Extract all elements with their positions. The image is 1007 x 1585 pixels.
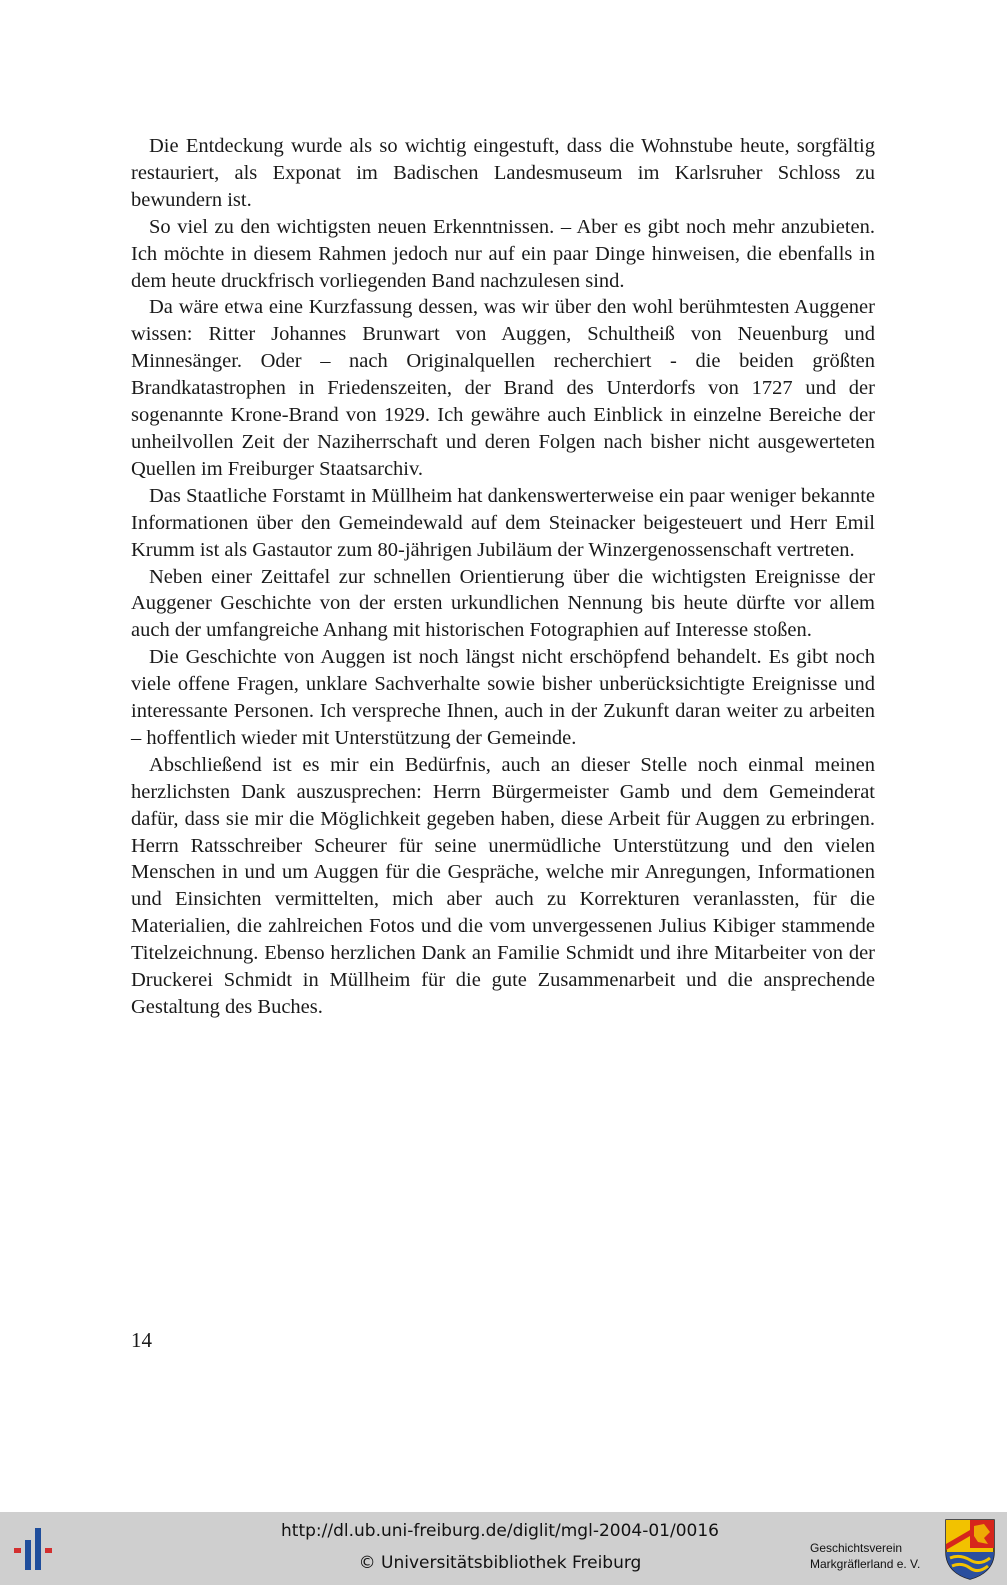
paragraph: Neben einer Zeittafel zur schnellen Orientierung über die wichtigsten Ereignisse der Auggener Geschichte von der ersten urkundlichen Nennung bis heute dürfte vor allem auch der umfangreiche Anhang mit historischen Fotographien auf Interesse stoßen. <box>131 565 875 642</box>
paragraph: Abschließend ist es mir ein Bedürfnis, auch an dieser Stelle noch einmal meinen herzlichsten Dank auszusprechen: Herrn Bürgermeister Gamb und dem Gemeinderat dafür, dass sie mir die Möglichkeit gegeben haben, diese Arbeit für Auggen zu erbringen. Herrn Ratsschreiber Scheurer für seine unermüdliche Unterstützung und den vielen Menschen in und um Auggen für die Gespräche, welche mir Anregungen, Informationen und Einsichten vermittelten, mich aber auch zu Korrekturen veranlassten, für die Materialien, die zahlreichen Fotos und die vom unvergessenen Julius Kibiger stammende Titelzeichnung. Ebenso herzlichen Dank an Familie Schmidt und ihre Mitarbeiter von der Druckerei Schmidt in Müllheim für die gute Zusammenarbeit und die ansprechende Gestaltung des Buches. <box>131 753 875 1018</box>
society-name <box>810 1540 930 1572</box>
page-number: 14 <box>131 1328 152 1352</box>
paragraph: Die Entdeckung wurde als so wichtig eingestuft, dass die Wohnstube heute, sorgfältig restauriert, als Exponat im Badischen Landesmuseum im Karlsruher Schloss zu bewundern ist. <box>131 135 875 211</box>
footer-copyright: © Universitätsbibliothek Freiburg <box>358 1553 642 1573</box>
paragraph: Das Staatliche Forstamt in Müllheim hat dankenswerterweise ein paar weniger bekannte Informationen über den Gemeindewald auf dem Steinacker beigesteuert und Herr Emil Krumm ist als Gastautor zum 80-jährigen Jubiläum der Winzergenossenschaft vertreten. <box>131 484 875 561</box>
paragraph: Da wäre etwa eine Kurzfassung dessen, was wir über den wohl berühmtesten Auggener wissen: Ritter Johannes Brunwart von Auggen, Schultheiß von Neuenburg und Minnesänger. Oder – nach Originalquellen recherchiert - die beiden größten Brandkatastrophen in Friedenszeiten, der Brand des Unterdorfs von 1727 und der sogenannte Krone-Brand von 1929. Ich gewähre auch Einblick in einzelne Bereiche der unheilvollen Zeit der Naziherrschaft und deren Folgen nach bisher nicht ausgewerteten Quellen im Freiburger Staatsarchiv. <box>131 296 875 480</box>
society-line2: Markgräflerland e. V. <box>810 1557 921 1571</box>
footer-url-link[interactable]: http://dl.ub.uni-freiburg.de/diglit/mgl-2004-01/0016 <box>281 1521 719 1541</box>
ub-freiburg-logo-icon <box>12 1522 62 1574</box>
coat-of-arms-icon <box>944 1518 996 1580</box>
paragraph: So viel zu den wichtigsten neuen Erkenntnissen. – Aber es gibt noch mehr anzubieten. Ich möchte in diesem Rahmen jedoch nur auf ein paar Dinge hinweisen, die ebenfalls in dem heute druckfrisch vorliegenden Band nachzulesen sind. <box>131 215 875 292</box>
society-line1: Geschichtsverein <box>810 1541 903 1555</box>
paragraph: Die Geschichte von Auggen ist noch längst nicht erschöpfend behandelt. Es gibt noch viele offene Fragen, unklare Sachverhalte sowie bisher unberücksichtigte Ereignisse und interessante Personen. Ich verspreche Ihnen, auch in der Zukunft daran weiter zu arbeiten – hoffentlich wieder mit Unterstützung der Gemeinde. <box>131 646 875 749</box>
body-text <box>131 133 875 1021</box>
footer-bar <box>0 1512 1007 1585</box>
